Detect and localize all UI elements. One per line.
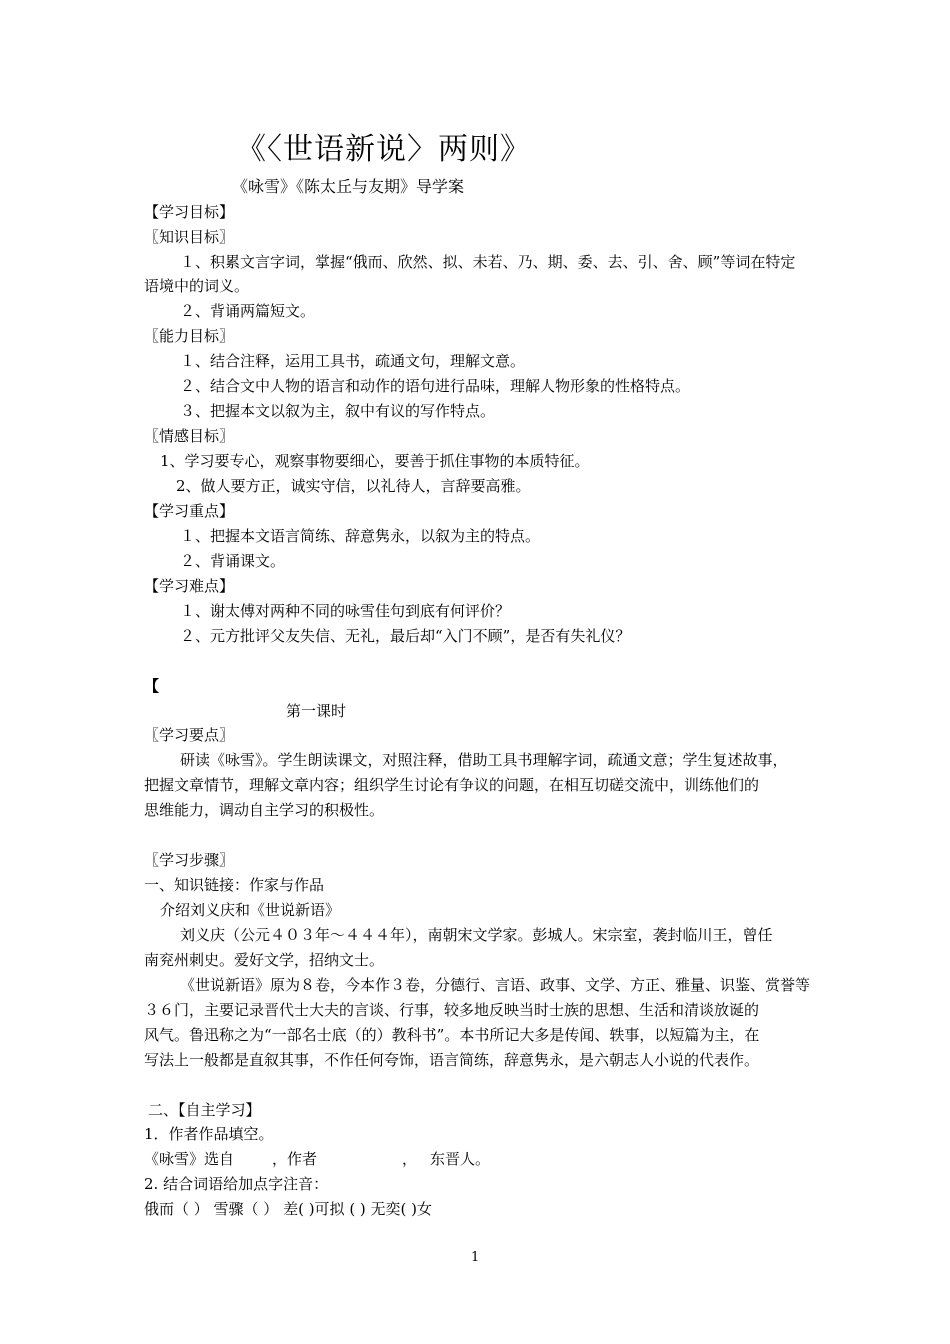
question-1-part-c: ， (402, 1150, 418, 1168)
question-1-part-d: 东晋人。 (430, 1150, 491, 1168)
book-paragraph-line-4: 写法上一般都是直叙其事，不作任何夸饰，语言简练，辞意隽永，是六朝志人小说的代表作。 (144, 1051, 760, 1069)
focus-header: 【学习重点】 (144, 502, 235, 520)
knowledge-item-1-cont: 语境中的词义。 (144, 277, 250, 295)
document-subtitle: 《咏雪》《陈太丘与友期》导学案 (232, 177, 465, 196)
question-2-line: 俄而（ ） 雪骤（ ） 差( )可拟 ( ) 无奕( )女 (144, 1200, 433, 1218)
knowledge-header: 〖知识目标〗 (144, 228, 235, 246)
book-paragraph-line-1: 《世说新语》原为８卷，今本作３卷，分德行、言语、政事、文学、方正、雅量、识鉴、赏誉等 (180, 976, 811, 994)
key-points-header: 〖学习要点〗 (144, 726, 235, 744)
knowledge-item-1: １、积累文言字词，掌握“俄而、欣然、拟、未若、乃、期、委、去、引、舍、顾”等词在特定 (180, 253, 796, 271)
focus-item-1: １、把握本文语言简练、辞意隽永，以叙为主的特点。 (180, 527, 541, 545)
ability-item-2: ２、结合文中人物的语言和动作的语句进行品味，理解人物形象的性格特点。 (180, 377, 691, 395)
key-points-line-1: 研读《咏雪》。学生朗读课文，对照注释，借助工具书理解字词，疏通文意；学生复述故事， (180, 751, 788, 769)
key-points-line-2: 把握文章情节，理解文章内容；组织学生讨论有争议的问题，在相互切磋交流中，训练他们的 (144, 776, 760, 794)
difficulty-item-1: １、谢太傅对两种不同的咏雪佳句到底有何评价？ (180, 602, 511, 620)
key-points-line-3: 思维能力，调动自主学习的积极性。 (144, 801, 385, 819)
question-1: 1．作者作品填空。 (144, 1125, 274, 1143)
self-study-header: 二、【自主学习】 (148, 1101, 261, 1119)
goals-header: 【学习目标】 (144, 203, 235, 221)
ability-header: 〖能力目标〗 (144, 327, 235, 345)
book-paragraph-line-3: 风气。鲁迅称之为“一部名士底（的）教科书”。本书所记大多是传闻、轶事，以短篇为主，在 (144, 1026, 760, 1044)
section-1-heading: 一、知识链接：作家与作品 (144, 876, 325, 894)
steps-header: 〖学习步骤〗 (144, 851, 235, 869)
emotion-header: 〖情感目标〗 (144, 427, 235, 445)
knowledge-item-2: ２、背诵两篇短文。 (180, 302, 316, 320)
page-number: 1 (471, 1250, 480, 1265)
emotion-item-2: 2、做人要方正，诚实守信，以礼待人，言辞要高雅。 (176, 477, 531, 495)
lesson-title: 第一课时 (286, 702, 347, 720)
open-bracket: 【 (144, 677, 160, 695)
ability-item-3: ３、把握本文以叙为主，叙中有议的写作特点。 (180, 402, 496, 420)
book-paragraph-line-2: ３６门，主要记录晋代士大夫的言谈、行事，较多地反映当时士族的思想、生活和清谈放诞的 (144, 1001, 760, 1019)
difficulty-header: 【学习难点】 (144, 577, 235, 595)
question-1-part-b: ，作者 (272, 1150, 318, 1168)
emotion-item-1: 1、学习要专心，观察事物要细心，要善于抓住事物的本质特征。 (160, 452, 590, 470)
liu-paragraph-line-2: 南兖州刺史。爱好文学，招纳文士。 (144, 951, 385, 969)
ability-item-1: １、结合注释，运用工具书，疏通文句，理解文意。 (180, 352, 526, 370)
intro-line: 介绍刘义庆和《世说新语》 (160, 901, 341, 919)
focus-item-2: ２、背诵课文。 (180, 552, 286, 570)
liu-paragraph-line-1: 刘义庆（公元４０３年～４４４年），南朝宋文学家。彭城人。宋宗室，袭封临川王，曾任 (180, 926, 773, 944)
document-title: 《〈世语新说〉两则》 (236, 132, 531, 167)
question-1-part-a: 《咏雪》选自 (144, 1150, 235, 1168)
difficulty-item-2: ２、元方批评父友失信、无礼，最后却“入门不顾”，是否有失礼仪？ (180, 627, 631, 645)
question-2: 2. 结合词语给加点字注音： (144, 1175, 329, 1193)
